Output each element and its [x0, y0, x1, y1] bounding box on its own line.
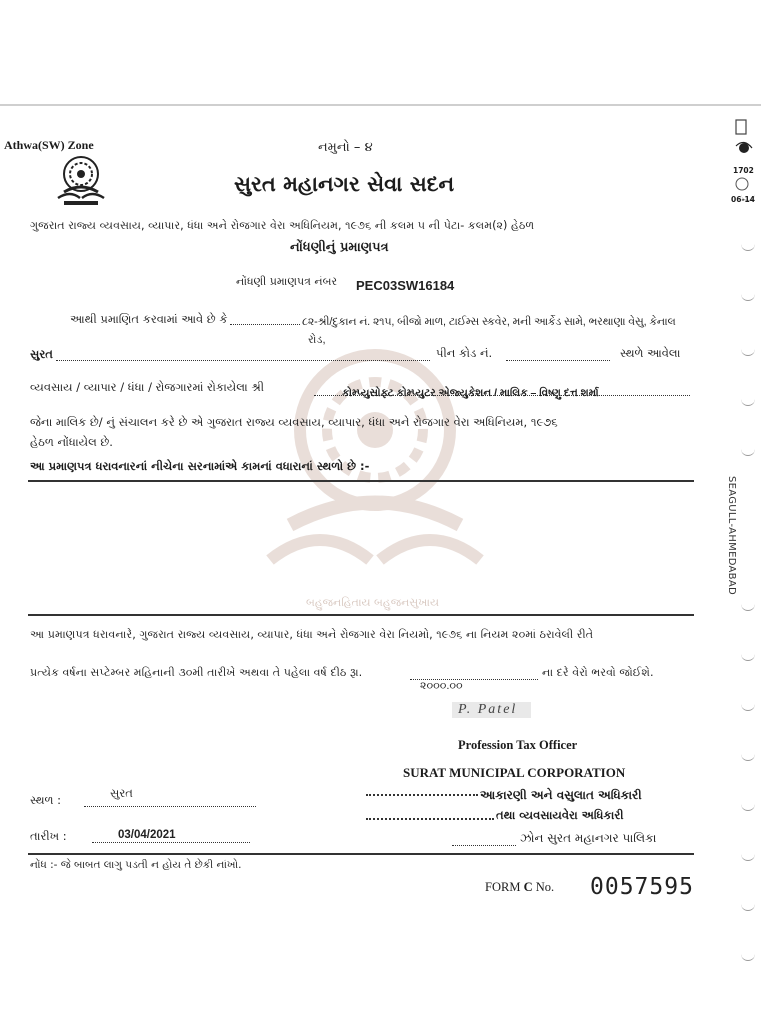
- section-divider: [28, 614, 694, 616]
- perforation-mark: [741, 700, 755, 711]
- officer-signature: P. Patel: [452, 702, 531, 718]
- officer-title: Profession Tax Officer: [458, 738, 578, 752]
- watermark-motto: બહુજનહિતાય બહુજનસુખાય: [306, 596, 439, 609]
- page-top-edge: [0, 104, 761, 106]
- certificate-title: નોંધણીનું પ્રમાણપત્ર: [290, 240, 389, 255]
- date-field-label: તારીખ :: [30, 829, 67, 843]
- cert-number: PEC03SW16184: [356, 278, 455, 293]
- zone-authority: ઝોન સુરત મહાનગર પાલિકા: [520, 831, 657, 845]
- side-logo-icon: [734, 118, 754, 162]
- place-field: [84, 806, 256, 807]
- stamp-line: [366, 794, 478, 796]
- perforation-mark: [741, 650, 755, 661]
- act-line: ગુજરાત રાજ્ય વ્યવસાય, વ્યાપાર, ધંધા અને રોજગાર વેરા અધિનિયમ, ૧૯૭૬ ની કલમ ૫ ની પેટા- કલમ(૨) હેઠળ: [30, 219, 535, 232]
- side-code-top: 1702: [733, 166, 754, 175]
- certify-label: આથી પ્રમાણિત કરવામાં આવે છે કે: [70, 312, 228, 326]
- smc-logo-icon: [50, 148, 112, 208]
- form-label: [485, 880, 554, 895]
- payment-line-2: પ્રત્યેક વર્ષના સપ્ટેમ્બર મહિનાની ૩૦મી તારીખે અથવા તે પહેલા વર્ષ દીઠ રૂા.: [30, 666, 363, 679]
- perforation-mark: [741, 950, 755, 961]
- date-value: 03/04/2021: [118, 829, 176, 841]
- owner-line-1: જેના માલિક છે/ નું સંચાલન કરે છે એ ગુજરાત રાજ્ય વ્યવસાય, વ્યાપાર, ધંધા અને રોજગાર વેરા અધિનિયમ, ૧૯૭૬: [30, 415, 558, 429]
- zone-label: Athwa(SW) Zone: [4, 138, 94, 152]
- payment-line-1: આ પ્રમાણપત્ર ધરાવનારે, ગુજરાત રાજ્ય વ્યવસાય, વ્યાપાર, ધંધા અને રોજગાર વેરા નિયમો, ૧૯૭૬ ના નિયમ ૨૦માં ઠરાવેલી રીતે: [30, 628, 594, 641]
- form-word: FORM: [485, 880, 521, 894]
- perforation-mark: [741, 240, 755, 251]
- officer-designation-2: તથા વ્યવસાયવેરા અધિકારી: [496, 808, 624, 822]
- side-code-bottom: 06-14: [731, 195, 755, 204]
- place-label: સ્થળે આવેલા: [620, 346, 681, 360]
- side-circle-icon: [734, 176, 750, 192]
- cert-no-label: નોંધણી પ્રમાણપત્ર નંબર: [236, 275, 338, 288]
- perforation-mark: [741, 800, 755, 811]
- place-value: સુરત: [110, 788, 133, 800]
- form-letter: C: [523, 880, 533, 894]
- form-number: નમુનો – ૪: [318, 140, 373, 155]
- city-label: સુરત: [30, 347, 53, 361]
- address-line-1: ૮૨-શ્રી/દુકાન નં. ૨૧૫, બીજો માળ, ટાઈમ્સ સ્કવેર, મની આર્કેડ સામે, ભરથાણા વેસુ, કેનાલ: [302, 316, 676, 328]
- dotted-line: [56, 360, 430, 361]
- section-divider: [28, 853, 694, 855]
- officer-designation-1: આકારણી અને વસુલાત અધિકારી: [480, 788, 642, 802]
- address-line-2: રોડ,: [308, 334, 326, 346]
- tax-amount: ૨૦૦૦.૦૦: [420, 680, 463, 692]
- side-vertical-imprint: SEAGULL-AHMEDABAD: [725, 476, 737, 595]
- serial-number: 0057595: [590, 874, 694, 900]
- section-divider: [28, 480, 694, 482]
- business-label: વ્યવસાય / વ્યાપાર / ધંધા / રોજગારમાં રોકાયેલા શ્રી: [30, 380, 265, 394]
- org-title: સુરત મહાનગર સેવા સદન: [234, 172, 455, 196]
- perforation-mark: [741, 395, 755, 406]
- date-field: [92, 842, 250, 843]
- perforation-mark: [741, 345, 755, 356]
- place-field-label: સ્થળ :: [30, 793, 62, 807]
- zone-field: [452, 845, 516, 846]
- dotted-line: [230, 324, 300, 325]
- perforation-mark: [741, 290, 755, 301]
- perforation-mark: [741, 445, 755, 456]
- form-no-label: No.: [535, 880, 555, 894]
- footnote: નોંધ :- જે બાબત લાગુ પડતી ન હોય તે છેકી નાંખો.: [30, 859, 242, 871]
- additional-places-label: આ પ્રમાણપત્ર ધરાવનારનાં નીચેના સરનામાંએ કામનાં વધારાનાં સ્થળો છે :-: [30, 459, 370, 473]
- perforation-mark: [741, 850, 755, 861]
- pin-code-field: [506, 360, 610, 361]
- stamp-line: [366, 818, 494, 820]
- perforation-mark: [741, 600, 755, 611]
- owner-line-2: હેઠળ નોંધાયેલ છે.: [30, 435, 113, 449]
- payment-line-2-tail: ના દરે વેરો ભરવો જોઈશે.: [542, 666, 654, 679]
- perforation-mark: [741, 900, 755, 911]
- pin-code-label: પીન કોડ નં.: [436, 346, 493, 360]
- business-value: કોમ્પ્યુસોફ્ટ કોમ્પ્યુટર એજ્યુકેશન / માલિક – વિષ્ણુ દત્ત શર્મા: [342, 387, 599, 399]
- corporation-name: SURAT MUNICIPAL CORPORATION: [403, 765, 626, 780]
- perforation-mark: [741, 750, 755, 761]
